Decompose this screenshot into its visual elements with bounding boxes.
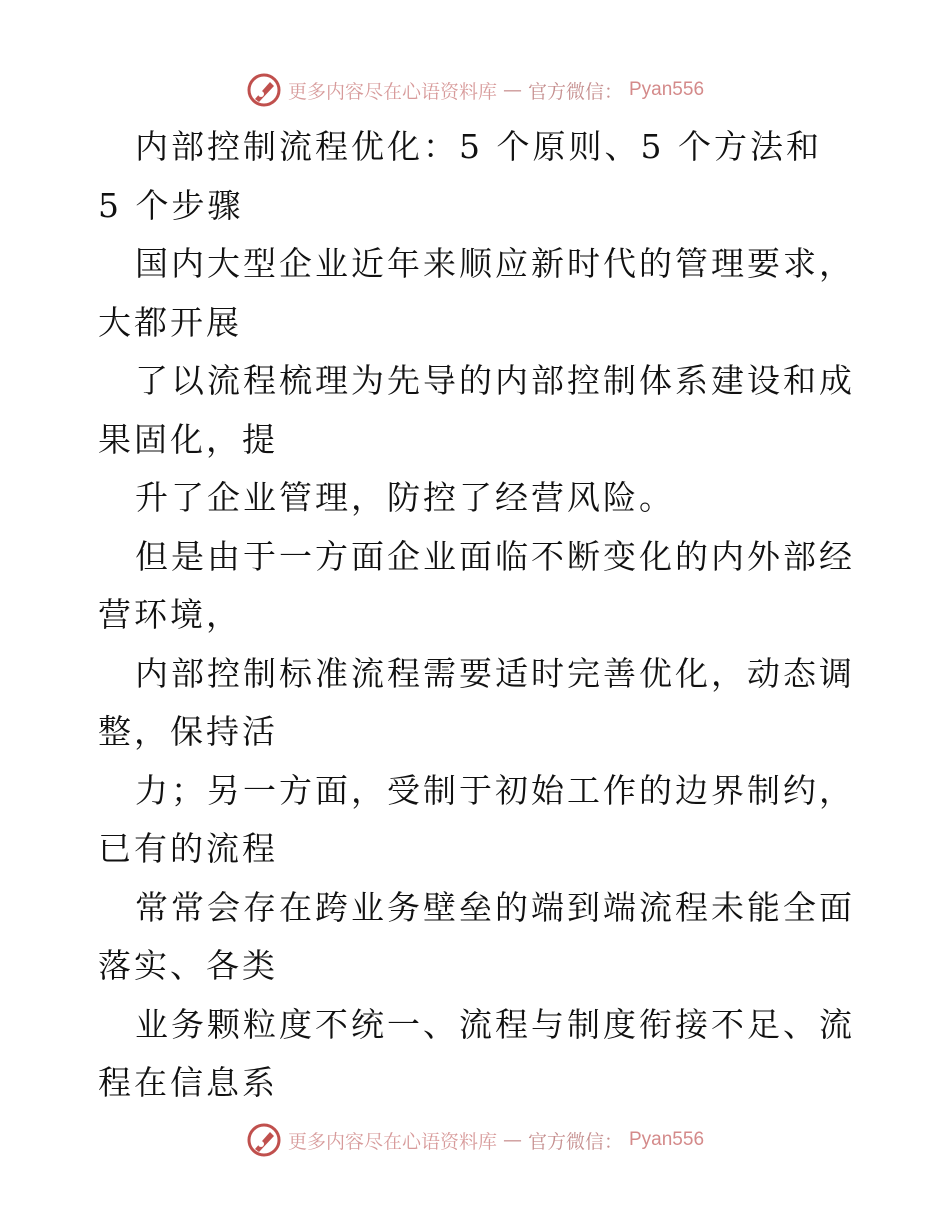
watermark-official-label: 官方微信： [527,80,623,103]
pen-logo-icon [246,72,282,108]
paragraph-line: 但是由于一方面企业面临不断变化的内外部经营环境， [98,536,855,634]
paragraph-line: 升了企业管理，防控了经营风险。 [135,478,675,517]
paragraph-line: 业务颗粒度不统一、流程与制度衔接不足、流程在信息系 [98,1004,855,1102]
header-watermark [0,70,950,110]
watermark-official-label: 官方微信： [527,1130,623,1153]
watermark-wechat-id: Pyan556 [629,79,705,100]
document-title: 内部控制流程优化：5 个原则、5 个方法和 5 个步骤 [98,127,822,225]
footer-watermark [0,1120,950,1160]
pen-logo-icon [246,1122,282,1158]
watermark-site-text: 更多内容尽在心语资料库 [287,80,497,103]
watermark-dash: — [502,79,522,101]
paragraph-line: 内部控制标准流程需要适时完善优化，动态调整，保持活 [98,653,855,751]
paragraph-line: 国内大型企业近年来顺应新时代的管理要求，大都开展 [98,244,855,342]
paragraph-line: 了以流程梳理为先导的内部控制体系建设和成果固化，提 [98,361,855,459]
watermark-site-text: 更多内容尽在心语资料库 [287,1130,497,1153]
document-body [98,118,858,1113]
paragraph-line: 力；另一方面，受制于初始工作的边界制约，已有的流程 [98,770,855,868]
watermark-dash: — [502,1129,522,1151]
watermark-wechat-id: Pyan556 [629,1129,705,1150]
paragraph-line: 常常会存在跨业务壁垒的端到端流程未能全面落实、各类 [98,887,855,985]
